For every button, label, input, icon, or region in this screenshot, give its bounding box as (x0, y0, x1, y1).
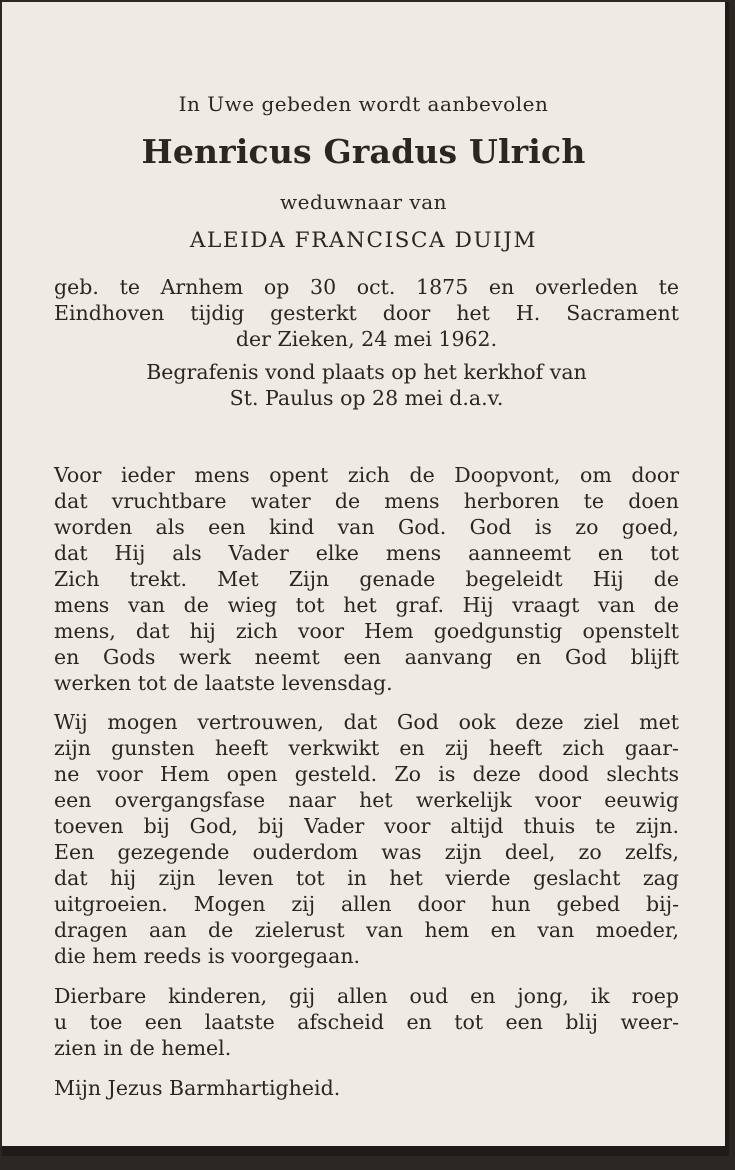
text-line: zien in de hemel. (54, 1036, 232, 1060)
intro-line: In Uwe gebeden wordt aanbevolen (178, 92, 549, 116)
text-line: een overgangsfase naar het werkelijk voor eeuwig (54, 788, 679, 812)
text-line: worden als een kind van God. God is zo goed, (54, 515, 679, 539)
text-line: mens, dat hij zich voor Hem goedgunstig openstelt (54, 619, 679, 643)
deceased-name: Henricus Gradus Ulrich (141, 132, 586, 171)
text-line: Wij mogen vertrouwen, dat God ook deze ziel met (54, 710, 679, 734)
text-line: zijn gunsten heeft verkwikt en zij heeft zich gaar- (54, 736, 679, 760)
widow-of-line: weduwnaar van (279, 190, 447, 214)
funeral-line: St. Paulus op 28 mei d.a.v. (229, 386, 504, 410)
text-line: dragen aan de zielerust van hem en van moeder, (54, 918, 679, 942)
text-line: Een gezegende ouderdom was zijn deel, zo zelfs, (54, 840, 679, 864)
text-line: u toe een laatste afscheid en tot een blij weer- (54, 1010, 679, 1034)
text-line: toeven bij God, bij Vader voor altijd thuis te zijn. (54, 814, 679, 838)
text-line: mens van de wieg tot het graf. Hij vraagt van de (54, 593, 679, 617)
text-line: uitgroeien. Mogen zij allen door hun gebed bij- (54, 892, 679, 916)
birth-line: der Zieken, 24 mei 1962. (235, 327, 498, 351)
spouse-name: ALEIDA FRANCISCA DUIJM (189, 228, 538, 253)
text-line: Zich trekt. Met Zijn genade begeleidt Hij de (54, 567, 679, 591)
paragraph-farewell (54, 983, 679, 1061)
paragraph-baptism (54, 462, 679, 696)
birth-line: Eindhoven tijdig gesterkt door het H. Sacrament (54, 301, 679, 325)
text-line: dat hij zijn leven tot in het vierde geslacht zag (54, 866, 679, 890)
text-line: en Gods werk neemt een aanvang en God blijft (54, 645, 679, 669)
text-line: ne voor Hem open gesteld. Zo is deze dood slechts (54, 762, 679, 786)
funeral-line: Begrafenis vond plaats op het kerkhof van (146, 360, 587, 384)
birth-line: geb. te Arnhem op 30 oct. 1875 en overleden te (54, 275, 679, 299)
text-line: dat vruchtbare water de mens herboren te doen (54, 489, 679, 513)
paragraph-trust (54, 709, 679, 969)
memorial-card (2, 2, 729, 1156)
closing-prayer: Mijn Jezus Barmhartigheid. (54, 1076, 341, 1100)
birth-death-block (54, 274, 679, 352)
text-line: Dierbare kinderen, gij allen oud en jong, ik roep (54, 984, 679, 1008)
text-line: die hem reeds is voorgegaan. (54, 944, 361, 968)
text-line: dat Hij als Vader elke mens aanneemt en tot (54, 541, 679, 565)
text-line: werken tot de laatste levensdag. (54, 671, 393, 695)
funeral-block (54, 359, 679, 411)
text-line: Voor ieder mens opent zich de Doopvont, om door (54, 463, 679, 487)
